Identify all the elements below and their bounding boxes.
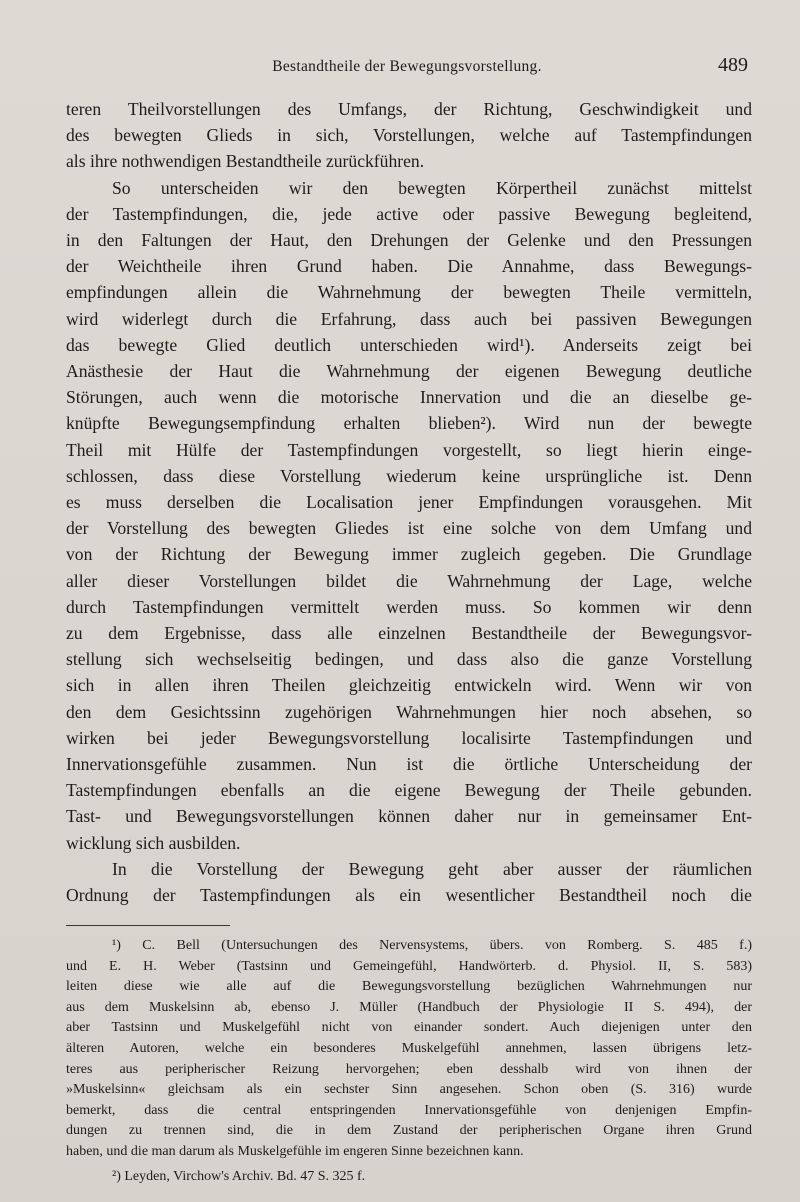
text-line: wirken bei jeder Bewegungsvorstellung localisirte Tastempfindungen und	[66, 727, 752, 748]
footnote-line: dungen zu trennen sind, die in dem Zustand der peripherischen Organe ihren Grund	[66, 1123, 752, 1139]
running-head: Bestandtheile der Bewegungsvorstellung.	[272, 58, 542, 75]
text-line: aller dieser Vorstellungen bildet die Wahrnehmung der Lage, welche	[66, 570, 752, 591]
footnote-line: leiten diese wie alle auf die Bewegungsvorstellung bezüglichen Wahrnehmungen nur	[66, 979, 752, 995]
text-line: Innervationsgefühle zusammen. Nun ist die örtliche Unterscheidung der	[66, 754, 752, 775]
footnote-divider	[66, 925, 230, 926]
text-line: wird widerlegt durch die Erfahrung, dass auch bei passiven Bewegungen	[66, 308, 752, 329]
text-line: als ihre nothwendigen Bestandtheile zurückführen.	[66, 151, 425, 172]
text-line: schlossen, dass diese Vorstellung wiederum keine ursprüngliche ist. Denn	[66, 465, 752, 486]
footnote-line	[66, 1167, 752, 1188]
paragraph-2	[66, 175, 752, 856]
text-line: des bewegten Glieds in sich, Vorstellungen, welche auf Tastempfindungen	[66, 125, 752, 146]
text-line: den dem Gesichtssinn zugehörigen Wahrnehmungen hier noch absehen, so	[66, 701, 752, 722]
footnote-marker: ¹)	[112, 938, 121, 953]
footnote-text: C. Bell (Untersuchungen des Nervensystems, übers. von Romberg. S. 485 f.)	[142, 938, 752, 953]
text-line: Anästhesie der Haut die Wahrnehmung der eigenen Bewegung deutliche	[66, 361, 752, 382]
text-line: Ordnung der Tastempfindungen als ein wesentlicher Bestandtheil noch die	[66, 885, 752, 906]
footnote-line: und E. H. Weber (Tastsinn und Gemeingefühl, Handwörterb. d. Physiol. II, S. 583)	[66, 958, 752, 974]
text-line: In die Vorstellung der Bewegung geht aber ausser der räumlichen	[112, 858, 752, 879]
footnote-line: aus dem Muskelsinn ab, ebenso J. Müller (Handbuch der Physiologie II S. 494), der	[66, 999, 752, 1015]
body-text	[66, 96, 752, 908]
footnote-1	[66, 936, 752, 1163]
footnote-line: bemerkt, dass die central entspringenden Innervationsgefühle von denjenigen Empfin-	[66, 1102, 752, 1118]
text-line: von der Richtung der Bewegung immer zugleich gegeben. Die Grundlage	[66, 544, 752, 565]
paragraph-3	[66, 856, 752, 908]
footnotes	[66, 936, 752, 1187]
text-line: es muss derselben die Localisation jener Empfindungen vorausgehen. Mit	[66, 492, 752, 513]
text-line: Theil mit Hülfe der Tastempfindungen vorgestellt, so liegt hierin einge-	[66, 439, 752, 460]
footnote-line: »Muskelsinn« gleichsam als ein sechster Sinn angesehen. Schon oben (S. 316) wurde	[66, 1082, 752, 1098]
text-line: wicklung sich ausbilden.	[66, 832, 241, 853]
page-number: 489	[718, 54, 748, 76]
text-line: So unterscheiden wir den bewegten Körpertheil zunächst mittelst	[112, 177, 752, 198]
footnote-line: älteren Autoren, welche ein besonderes Muskelgefühl annehmen, lassen übrigens letz-	[66, 1040, 752, 1056]
text-line: durch Tastempfindungen vermittelt werden muss. So kommen wir denn	[66, 596, 752, 617]
footnote-text: Leyden, Virchow's Archiv. Bd. 47 S. 325 f.	[124, 1168, 366, 1184]
text-line: Störungen, auch wenn die motorische Innervation und die an dieselbe ge-	[66, 387, 752, 408]
text-line: Tast- und Bewegungsvorstellungen können daher nur in gemeinsamer Ent-	[66, 806, 752, 827]
text-line: empfindungen allein die Wahrnehmung der bewegten Theile vermitteln,	[66, 282, 752, 303]
footnote-marker: ²)	[112, 1168, 121, 1184]
paragraph-1	[66, 96, 752, 175]
text-line: in den Faltungen der Haut, den Drehungen der Gelenke und den Pressungen	[66, 230, 752, 251]
text-line: der Vorstellung des bewegten Gliedes ist eine solche von dem Umfang und	[66, 518, 752, 539]
text-line: Tastempfindungen ebenfalls an die eigene Bewegung der Theile gebunden.	[66, 780, 752, 801]
text-line: der Tastempfindungen, die, jede active oder passive Bewegung begleitend,	[66, 203, 752, 224]
footnote-line: teres aus peripherischer Reizung hervorgehen; eben desshalb wird von ihnen der	[66, 1061, 752, 1077]
text-line: stellung sich wechselseitig bedingen, und dass also die ganze Vorstellung	[66, 649, 752, 670]
text-line: knüpfte Bewegungsempfindung erhalten blieben²). Wird nun der bewegte	[66, 413, 752, 434]
text-line: das bewegte Glied deutlich unterschieden wird¹). Anderseits zeigt bei	[66, 334, 752, 355]
footnote-line: haben, und die man darum als Muskelgefühle im engeren Sinne bezeichnen kann.	[66, 1143, 524, 1159]
text-line: der Weichtheile ihren Grund haben. Die Annahme, dass Bewegungs-	[66, 256, 752, 277]
footnote-line	[66, 936, 752, 957]
page-header	[66, 52, 748, 82]
footnote-2	[66, 1167, 752, 1188]
text-line: teren Theilvorstellungen des Umfangs, der Richtung, Geschwindigkeit und	[66, 99, 752, 119]
footnote-line: aber Tastsinn und Muskelgefühl nicht von einander sondert. Auch diejenigen unter den	[66, 1020, 752, 1036]
text-line: sich in allen ihren Theilen gleichzeitig entwickeln wird. Wenn wir von	[66, 675, 752, 696]
text-line: zu dem Ergebnisse, dass alle einzelnen Bestandtheile der Bewegungsvor-	[66, 623, 752, 644]
